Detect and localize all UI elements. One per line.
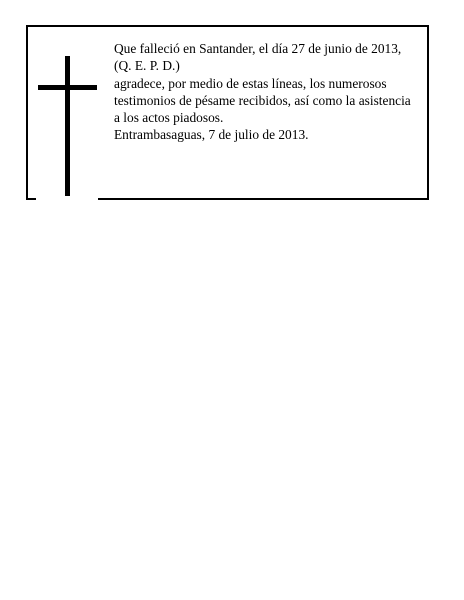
notice-line-place-date: Entrambasaguas, 7 de julio de 2013.	[114, 127, 309, 143]
obituary-notice-box	[26, 25, 429, 200]
cross-base-gap	[36, 196, 98, 200]
notice-line-rip: (Q. E. P. D.)	[114, 58, 180, 74]
notice-line-death: Que falleció en Santander, el día 27 de junio de 2013,	[114, 41, 402, 56]
cross-icon-arm	[38, 85, 97, 90]
notice-text	[114, 40, 424, 144]
cross-icon	[65, 56, 70, 200]
notice-line-condolences: testimonios de pésame recibidos, así como la asistencia	[114, 92, 411, 108]
notice-line-services: a los actos piadosos.	[114, 110, 224, 126]
notice-line-thanks: agradece, por medio de estas líneas, los numerosos	[114, 75, 387, 91]
